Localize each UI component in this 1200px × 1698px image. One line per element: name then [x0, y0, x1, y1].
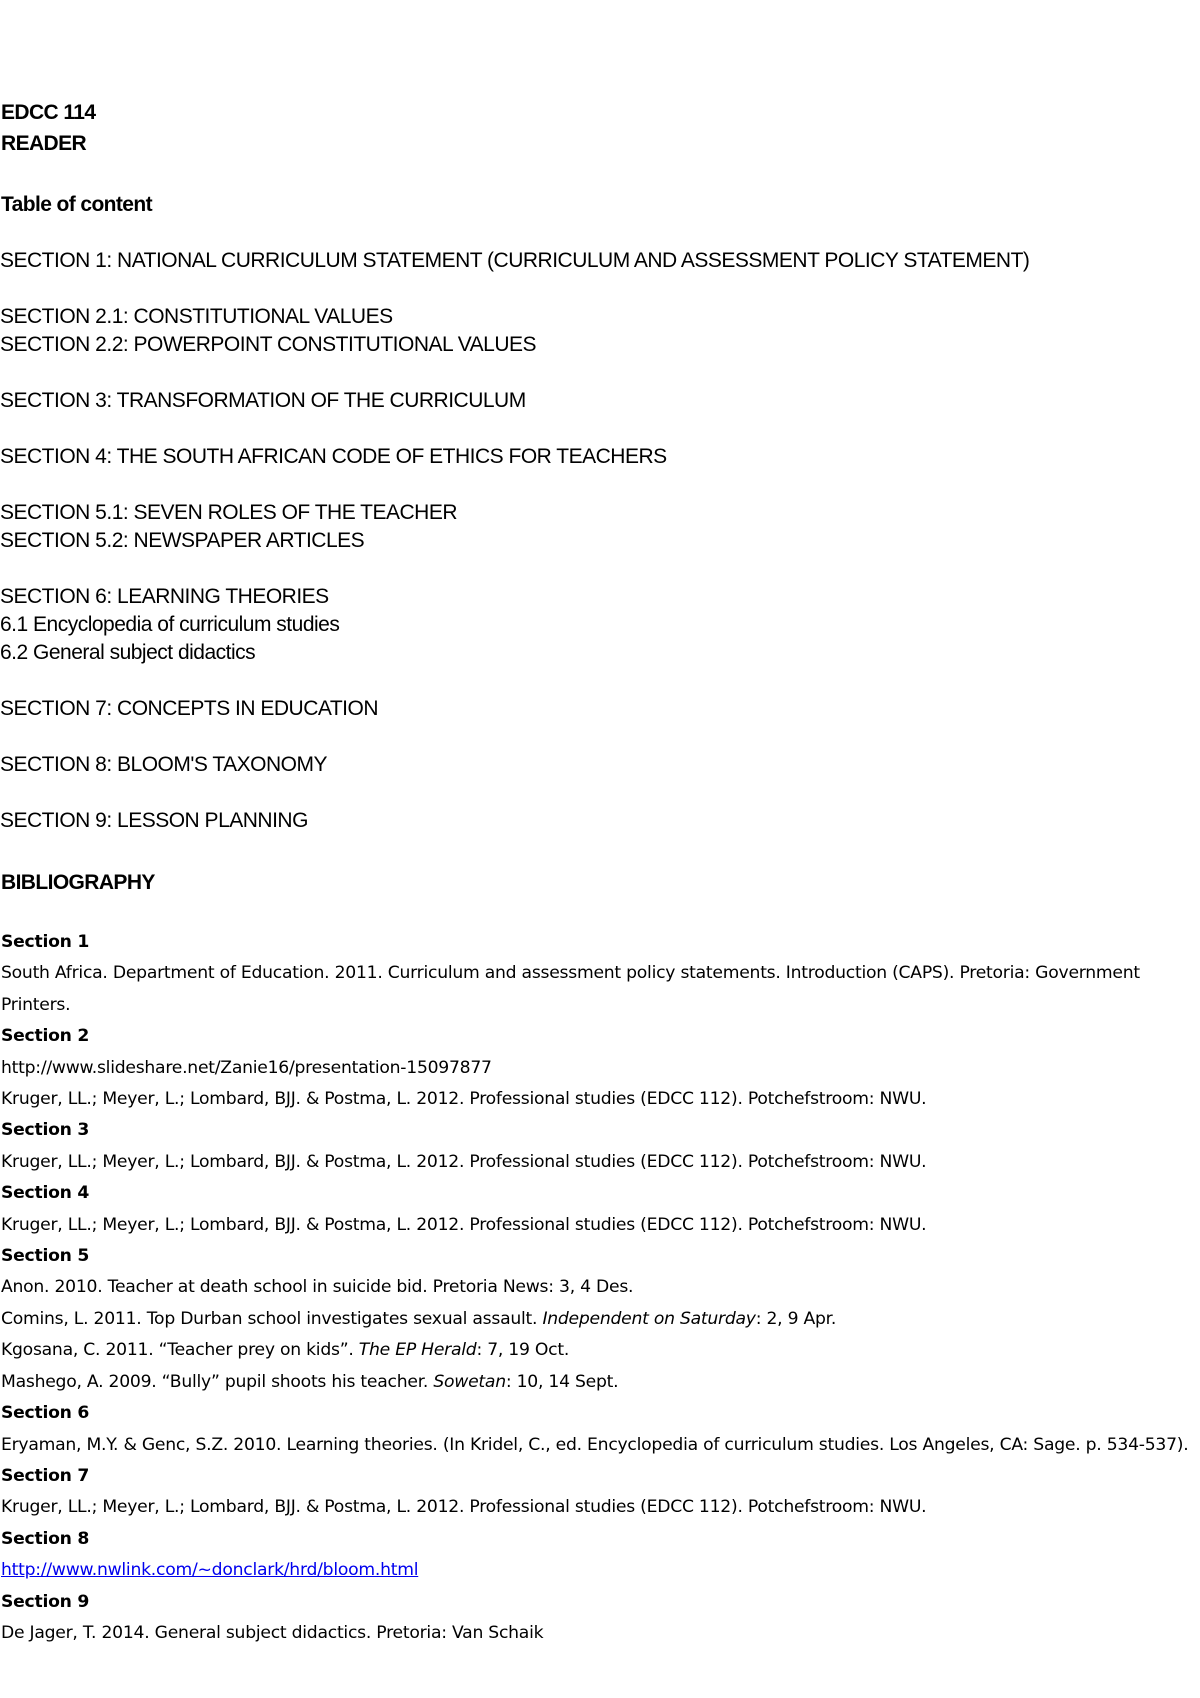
bib-section-2-entry: Kruger, LL.; Meyer, L.; Lombard, BJJ. & Postma, L. 2012. Professional studies (EDCC 112). Potchefstroom: NWU.: [1, 1089, 927, 1110]
bib-section-3-entry: Kruger, LL.; Meyer, L.; Lombard, BJJ. & Postma, L. 2012. Professional studies (EDCC 112). Potchefstroom: NWU.: [1, 1151, 927, 1172]
entry-text: Comins, L. 2011. Top Durban school investigates sexual assault.: [1, 1308, 543, 1329]
bibliography-title: BIBLIOGRAPHY: [1, 871, 155, 894]
toc-item-section-8: SECTION 8: BLOOM'S TAXONOMY: [0, 753, 327, 776]
bib-section-3-heading: Section 3: [1, 1120, 90, 1141]
bib-section-5-entry-mashego: [1, 1367, 1191, 1398]
bib-section-1-heading: Section 1: [1, 932, 90, 952]
entry-text: Mashego, A. 2009. “Bully” pupil shoots his teacher.: [1, 1371, 434, 1392]
bib-section-7-heading: Section 7: [1, 1465, 90, 1486]
entry-text: : 2, 9 Apr.: [755, 1308, 837, 1329]
course-code: EDCC 114: [1, 101, 96, 124]
toc-item-section-6-2: 6.2 General subject didactics: [0, 641, 256, 664]
bibliography-list: [1, 927, 1191, 1649]
bib-section-2-url: http://www.slideshare.net/Zanie16/presentation-15097877: [1, 1057, 492, 1078]
bib-section-5-entry-anon: Anon. 2010. Teacher at death school in suicide bid. Pretoria News: 3, 4 Des.: [1, 1277, 634, 1298]
entry-text: Kgosana, C. 2011. “Teacher prey on kids”.: [1, 1340, 359, 1361]
toc-item-section-6-1: 6.1 Encyclopedia of curriculum studies: [0, 613, 340, 636]
bloom-taxonomy-link[interactable]: http://www.nwlink.com/~donclark/hrd/bloom.html: [1, 1560, 419, 1581]
bib-section-6-entry: Eryaman, M.Y. & Genc, S.Z. 2010. Learning theories. (In Kridel, C., ed. Encyclopedia of curriculum studies. Los Angeles, CA: Sage. p. 534-537).: [1, 1434, 1189, 1455]
toc-item-section-5-2: SECTION 5.2: NEWSPAPER ARTICLES: [0, 529, 365, 552]
toc-item-section-1: SECTION 1: NATIONAL CURRICULUM STATEMENT (CURRICULUM AND ASSESSMENT POLICY STATEMENT): [0, 249, 1030, 272]
bib-section-4-heading: Section 4: [1, 1183, 90, 1204]
bib-section-5-heading: Section 5: [1, 1246, 90, 1267]
toc-item-section-3: SECTION 3: TRANSFORMATION OF THE CURRICULUM: [0, 389, 526, 412]
toc-item-section-5-1: SECTION 5.1: SEVEN ROLES OF THE TEACHER: [0, 501, 458, 524]
toc-item-section-6: SECTION 6: LEARNING THEORIES: [0, 585, 329, 608]
entry-text: : 10, 14 Sept.: [505, 1371, 619, 1392]
bib-section-5-entry-kgosana: [1, 1335, 1191, 1366]
toc-item-section-4: SECTION 4: THE SOUTH AFRICAN CODE OF ETHICS FOR TEACHERS: [0, 445, 667, 468]
toc-title: Table of content: [1, 193, 153, 216]
toc-item-section-2-1: SECTION 2.1: CONSTITUTIONAL VALUES: [0, 305, 393, 328]
bib-section-2-heading: Section 2: [1, 1026, 90, 1047]
entry-text: : 7, 19 Oct.: [476, 1340, 570, 1361]
bib-section-4-entry: Kruger, LL.; Meyer, L.; Lombard, BJJ. & Postma, L. 2012. Professional studies (EDCC 112). Potchefstroom: NWU.: [1, 1214, 927, 1235]
publication-title: Independent on Saturday: [542, 1308, 756, 1329]
bib-section-7-entry: Kruger, LL.; Meyer, L.; Lombard, BJJ. & Postma, L. 2012. Professional studies (EDCC 112). Potchefstroom: NWU.: [1, 1497, 927, 1518]
bib-section-5-entry-comins: [1, 1304, 1191, 1335]
document-type: READER: [1, 132, 87, 155]
bib-section-8-heading: Section 8: [1, 1528, 90, 1549]
bib-section-1-entry: South Africa. Department of Education. 2011. Curriculum and assessment policy statements. Introduction (CAPS). Pretoria: Government Printers.: [1, 963, 1140, 1015]
publication-title: Sowetan: [433, 1371, 506, 1392]
bib-section-6-heading: Section 6: [1, 1403, 90, 1424]
toc-item-section-7: SECTION 7: CONCEPTS IN EDUCATION: [0, 697, 378, 720]
toc-item-section-2-2: SECTION 2.2: POWERPOINT CONSTITUTIONAL VALUES: [0, 333, 537, 356]
bib-section-9-entry: De Jager, T. 2014. General subject didactics. Pretoria: Van Schaik: [1, 1622, 544, 1643]
bib-section-8-link-row: [1, 1555, 1191, 1586]
toc-item-section-9: SECTION 9: LESSON PLANNING: [0, 809, 308, 832]
publication-title: The EP Herald: [358, 1340, 477, 1361]
bib-section-9-heading: Section 9: [1, 1591, 90, 1612]
